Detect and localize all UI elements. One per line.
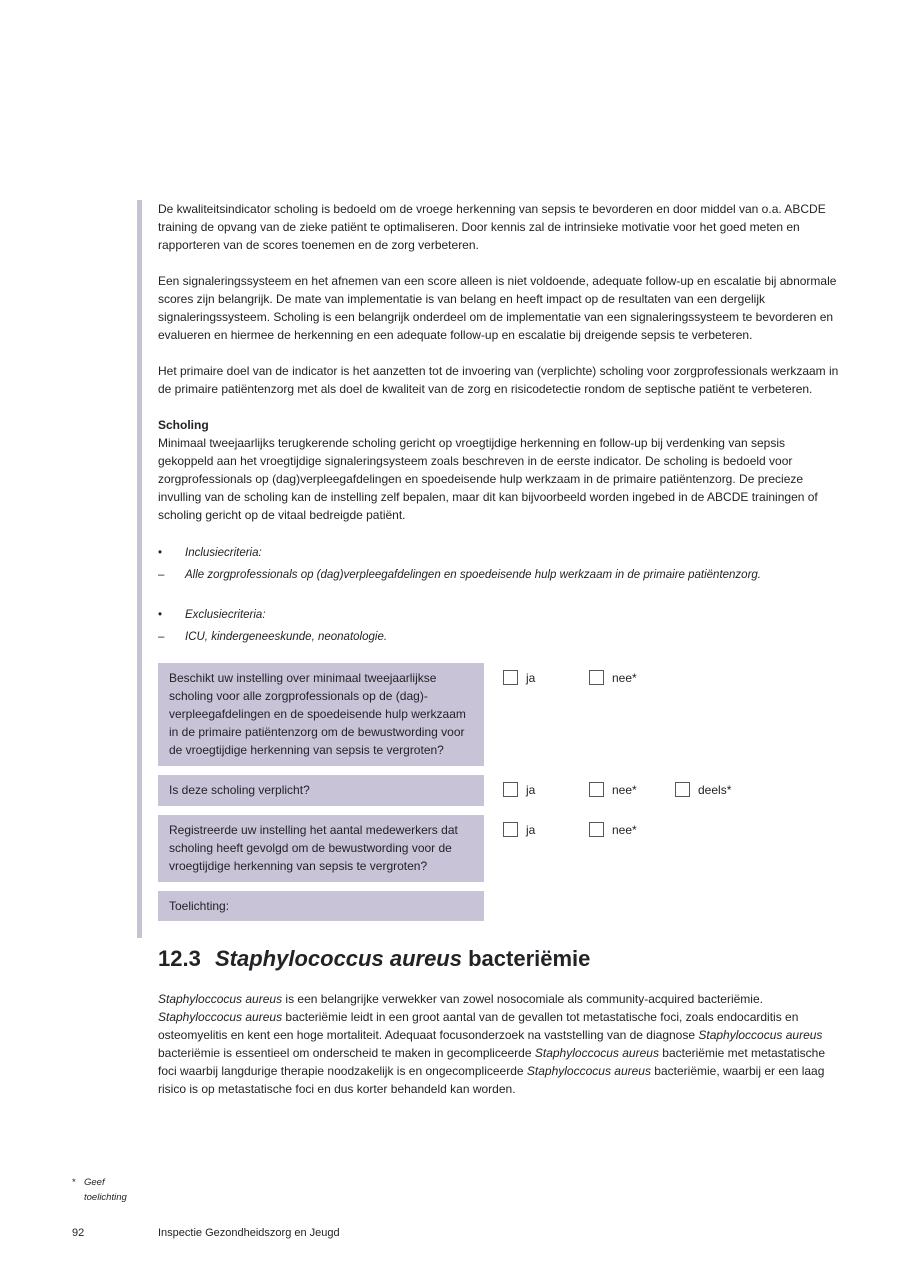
- question-box: [158, 663, 484, 766]
- checkbox[interactable]: [589, 782, 604, 797]
- intro-paragraph-2: Een signaleringssysteem en het afnemen van een score alleen is niet voldoende, adequate follow-up en escalatie bij abnormale scores zijn belangrijk. De mate van implementatie is van belang en heeft impact op de resultaten van een dergelijk signaleringssysteem. Scholing is een belangrijk onderdeel om de implementatie van een signaleringssysteem te bevorderen en evalueren en hiermee de herkenning en een adequate follow-up en escalatie bij dreigende sepsis te verbeteren.: [158, 274, 837, 342]
- checkbox-option-ja[interactable]: [503, 782, 589, 797]
- dash-icon: –: [158, 569, 165, 581]
- intro-paragraph-3: Het primaire doel van de indicator is het aanzetten tot de invoering van (verplichte) scholing voor zorgprofessionals werkzaam in de primaire patiëntenzorg met als doel de kwaliteit van de zorg en risicodetectie rondom de septische patiënt te verbeteren.: [158, 364, 839, 396]
- footnote: [72, 1175, 127, 1205]
- criteria-list-inclusion: [158, 542, 842, 586]
- answer-options: [503, 670, 675, 685]
- checkbox[interactable]: [503, 670, 518, 685]
- dash-icon: –: [158, 631, 165, 643]
- question-text: Registreerde uw instelling het aantal medewerkers dat scholing heeft gevolgd om de bewustwording voor de vroegtijdige herkenning van sepsis te vergroten?: [169, 823, 458, 873]
- question-row-2: [158, 775, 842, 806]
- question-box: [158, 775, 484, 806]
- question-text: Beschikt uw instelling over minimaal tweejaarlijkse scholing voor alle zorgprofessionals op de (dag)-verpleegafdelingen en de spoedeisende hulp werkzaam in de primaire patiëntenzorg om de bewustwording voor de vroegtijdige herkenning van sepsis te vergroten?: [169, 671, 466, 757]
- question-row-1: [158, 663, 842, 766]
- criteria-list-exclusion: [158, 604, 842, 648]
- checkbox[interactable]: [589, 670, 604, 685]
- answer-options: [503, 822, 675, 837]
- checkbox-label: ja: [526, 822, 536, 837]
- scholing-heading: Scholing: [158, 418, 209, 432]
- checkbox-option-deels[interactable]: [675, 782, 731, 797]
- checkbox-label: ja: [526, 782, 536, 797]
- footnote-text: Geef toelichting: [84, 1177, 127, 1203]
- criteria-item: ICU, kindergeneeskunde, neonatologie.: [185, 631, 388, 643]
- criteria-title: Inclusiecriteria:: [185, 547, 262, 559]
- checkbox[interactable]: [675, 782, 690, 797]
- footnote-marker: *: [72, 1177, 76, 1188]
- question-text: Is deze scholing verplicht?: [169, 783, 310, 797]
- checkbox-option-ja[interactable]: [503, 822, 589, 837]
- intro-paragraph-1: De kwaliteitsindicator scholing is bedoeld om de vroege herkenning van sepsis te bevorderen en door middel van o.a. ABCDE training de opvang van de zieke patiënt te optimaliseren. Door kennis zal de intrinsieke motivatie voor het goed meten en rapporteren van de scores toenemen en de zorg verbeteren.: [158, 202, 826, 252]
- criteria-title-row: [158, 604, 842, 626]
- checkbox-label: nee*: [612, 822, 637, 837]
- question-row-3: [158, 815, 842, 882]
- scholing-paragraph: Minimaal tweejaarlijks terugkerende scholing gericht op vroegtijdige herkenning en follow-up bij verdenking van sepsis gekoppeld aan het vroegtijdige signaleringsysteem zoals beschreven in de eerste indicator. De scholing is bedoeld voor zorgprofessionals op (dag)verpleegafdelingen en spoedeisende hulp werkzaam in de primaire patiëntenzorg. De precieze invulling van de scholing kan de instelling zelf bepalen, maar dit kan bijvoorbeeld worden ingebed in de ABCDE trainingen of scholing gericht op de vitaal bedreigde patiënt.: [158, 436, 818, 522]
- criteria-item-row: [158, 626, 842, 648]
- checkbox-option-nee[interactable]: [589, 670, 675, 685]
- criteria-title-row: [158, 542, 842, 564]
- footer-page-number: 92: [72, 1227, 85, 1239]
- bullet-icon: •: [158, 547, 163, 559]
- checkbox-option-nee[interactable]: [589, 782, 675, 797]
- checkbox-label: nee*: [612, 782, 637, 797]
- sa-paragraph: Staphyloccocus aureus is een belangrijke verwekker van zowel nosocomiale als community-acquired bacteriëmie. Staphyloccocus aureus bacteriëmie leidt in een groot aantal van de gevallen tot metastatische foci, zoals endocarditis en osteomyelitis en kent een hoge mortaliteit. Adequaat focusonderzoek na vaststelling van de diagnose Staphyloccocus aureus bacteriëmie is essentieel om onderscheid te maken in gecompliceerde Staphyloccocus aureus bacteriëmie met metastatische foci waarbij langdurige therapie noodzakelijk is en ongecompliceerde Staphyloccocus aureus bacteriëmie, waarbij er een laag risico is op metastatische foci en dus korter behandeld kan worden.: [158, 992, 826, 1096]
- question-box: [158, 815, 484, 882]
- checkbox-label: nee*: [612, 670, 637, 685]
- checkbox[interactable]: [503, 782, 518, 797]
- criteria-item: Alle zorgprofessionals op (dag)verpleegafdelingen en spoedeisende hulp werkzaam in de primaire patiëntenzorg.: [185, 569, 761, 581]
- section-heading: [158, 944, 842, 974]
- checkbox-label: deels*: [698, 782, 732, 797]
- section-number: 12.3: [158, 946, 201, 971]
- checkbox[interactable]: [589, 822, 604, 837]
- toelichting-box[interactable]: [158, 891, 484, 921]
- section-title-rest: bacteriëmie: [461, 946, 591, 971]
- section-title: [215, 944, 590, 974]
- section-rule: [137, 200, 142, 938]
- checkbox-option-nee[interactable]: [589, 822, 675, 837]
- toelichting-label: Toelichting:: [169, 899, 230, 913]
- criteria-title: Exclusiecriteria:: [185, 609, 266, 621]
- page-content: [158, 200, 842, 1098]
- checkbox-option-ja[interactable]: [503, 670, 589, 685]
- checkbox-label: ja: [526, 670, 536, 685]
- checkbox[interactable]: [503, 822, 518, 837]
- footer-org-name: Inspectie Gezondheidszorg en Jeugd: [158, 1227, 340, 1239]
- criteria-item-row: [158, 564, 842, 586]
- section-title-italic: Staphylococcus aureus: [215, 946, 462, 971]
- bullet-icon: •: [158, 609, 163, 621]
- questionnaire: [158, 663, 842, 921]
- answer-options: [503, 782, 731, 797]
